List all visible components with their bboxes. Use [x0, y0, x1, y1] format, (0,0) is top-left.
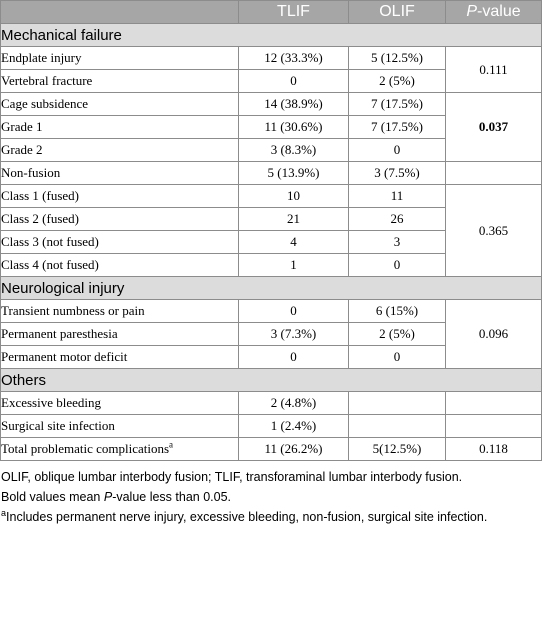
table-row [1, 93, 542, 116]
row-label: Class 1 (fused) [1, 185, 239, 208]
olif-cell: 7 (17.5%) [349, 116, 446, 139]
header-p-rest: -value [477, 3, 521, 20]
row-label: Endplate injury [1, 47, 239, 70]
row-label: Class 4 (not fused) [1, 254, 239, 277]
row-label: Grade 2 [1, 139, 239, 162]
olif-cell: 3 [349, 231, 446, 254]
table-header-row [1, 1, 542, 24]
row-label: Surgical site infection [1, 415, 239, 438]
row-label-total [1, 438, 239, 461]
bold-note-p: P [103, 490, 113, 504]
section-row-neuro [1, 277, 542, 300]
row-label: Permanent motor deficit [1, 346, 239, 369]
olif-cell: 0 [349, 139, 446, 162]
tlif-cell: 14 (38.9%) [239, 93, 349, 116]
bold-note-pre: Bold values mean [1, 490, 104, 504]
tlif-cell: 1 (2.4%) [239, 415, 349, 438]
section-title-neuro: Neurological injury [1, 277, 542, 300]
tlif-cell: 0 [239, 300, 349, 323]
olif-cell: 26 [349, 208, 446, 231]
olif-cell: 0 [349, 254, 446, 277]
p-value-cell-empty [446, 415, 542, 438]
footnote-marker: a [169, 439, 174, 450]
p-value-cell: 0.111 [446, 47, 542, 93]
header-olif: OLIF [349, 1, 446, 24]
olif-cell: 5(12.5%) [349, 438, 446, 461]
olif-cell [349, 415, 446, 438]
tlif-cell: 2 (4.8%) [239, 392, 349, 415]
tlif-cell: 1 [239, 254, 349, 277]
olif-cell [349, 392, 446, 415]
footnote-a [1, 509, 542, 525]
table-row [1, 438, 542, 461]
bold-values-note [1, 489, 542, 505]
tlif-cell: 10 [239, 185, 349, 208]
tlif-cell: 0 [239, 70, 349, 93]
table-row [1, 392, 542, 415]
header-blank [1, 1, 239, 24]
olif-cell: 0 [349, 346, 446, 369]
olif-cell: 11 [349, 185, 446, 208]
row-label: Vertebral fracture [1, 70, 239, 93]
olif-cell: 7 (17.5%) [349, 93, 446, 116]
tlif-cell: 3 (8.3%) [239, 139, 349, 162]
olif-cell: 3 (7.5%) [349, 162, 446, 185]
footnote-a-marker: a [1, 507, 7, 518]
row-label: Transient numbness or pain [1, 300, 239, 323]
header-p-italic: P [466, 3, 478, 20]
olif-cell: 2 (5%) [349, 70, 446, 93]
table-row [1, 47, 542, 70]
total-label-text: Total problematic complications [1, 441, 170, 456]
p-value-cell-empty [446, 162, 542, 185]
row-label: Cage subsidence [1, 93, 239, 116]
tlif-cell: 21 [239, 208, 349, 231]
footnote-a-text: Includes permanent nerve injury, excessive bleeding, non-fusion, surgical site infection. [6, 510, 488, 524]
tlif-cell: 3 (7.3%) [239, 323, 349, 346]
table-row [1, 185, 542, 208]
row-label: Class 3 (not fused) [1, 231, 239, 254]
bold-note-post: -value less than 0.05. [112, 490, 232, 504]
table-row [1, 162, 542, 185]
table-row [1, 300, 542, 323]
section-title-others: Others [1, 369, 542, 392]
p-value-cell: 0.365 [446, 185, 542, 277]
section-row-mechanical [1, 24, 542, 47]
section-row-others [1, 369, 542, 392]
tlif-cell: 5 (13.9%) [239, 162, 349, 185]
row-label: Excessive bleeding [1, 392, 239, 415]
table-notes [0, 469, 542, 525]
row-label: Non-fusion [1, 162, 239, 185]
tlif-cell: 12 (33.3%) [239, 47, 349, 70]
row-label: Class 2 (fused) [1, 208, 239, 231]
olif-cell: 6 (15%) [349, 300, 446, 323]
tlif-cell: 4 [239, 231, 349, 254]
abbreviations-note: OLIF, oblique lumbar interbody fusion; TLIF, transforaminal lumbar interbody fusion. [1, 470, 463, 484]
tlif-cell: 11 (26.2%) [239, 438, 349, 461]
p-value-cell: 0.037 [446, 93, 542, 162]
tlif-cell: 0 [239, 346, 349, 369]
header-p-value [446, 1, 542, 24]
tlif-cell: 11 (30.6%) [239, 116, 349, 139]
p-value-cell: 0.118 [446, 438, 542, 461]
olif-cell: 5 (12.5%) [349, 47, 446, 70]
row-label: Permanent paresthesia [1, 323, 239, 346]
header-tlif: TLIF [239, 1, 349, 24]
section-title-mechanical: Mechanical failure [1, 24, 542, 47]
table-row [1, 415, 542, 438]
olif-cell: 2 (5%) [349, 323, 446, 346]
row-label: Grade 1 [1, 116, 239, 139]
p-value-cell: 0.096 [446, 300, 542, 369]
p-value-cell-empty [446, 392, 542, 415]
